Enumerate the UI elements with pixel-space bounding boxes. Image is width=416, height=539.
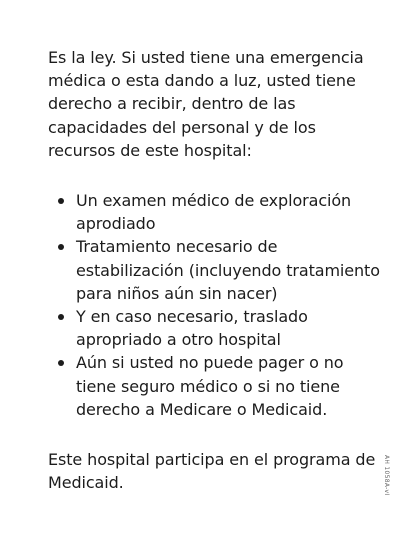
list-item-text: Aún si usted no puede pager o no tiene seguro médico o si no tiene derecho a Medicare o Medicaid.	[76, 353, 344, 419]
list-item	[48, 351, 388, 421]
rights-list	[48, 189, 388, 421]
closing-paragraph: Este hospital participa en el programa de Medicaid.	[48, 450, 376, 493]
list-item-text: Y en caso necesario, traslado apropriado a otro hospital	[76, 307, 308, 350]
form-code: AH 1058A-vI	[383, 455, 390, 496]
notice-document	[48, 46, 388, 494]
intro-paragraph: Es la ley. Si usted tiene una emergencia médica o esta dando a luz, usted tiene derecho a recibir, dentro de las capacidades del personal y de los recursos de este hospital:	[48, 48, 364, 160]
bullet-icon	[58, 360, 64, 366]
list-item	[48, 189, 388, 235]
bullet-icon	[58, 244, 64, 250]
list-item-text: Tratamiento necesario de estabilización (incluyendo tratamiento para niños aún sin nacer)	[76, 237, 380, 303]
list-item	[48, 235, 388, 305]
bullet-icon	[58, 314, 64, 320]
bullet-icon	[58, 198, 64, 204]
list-item-text: Un examen médico de exploración aprodiado	[76, 191, 352, 234]
list-item	[48, 305, 388, 351]
